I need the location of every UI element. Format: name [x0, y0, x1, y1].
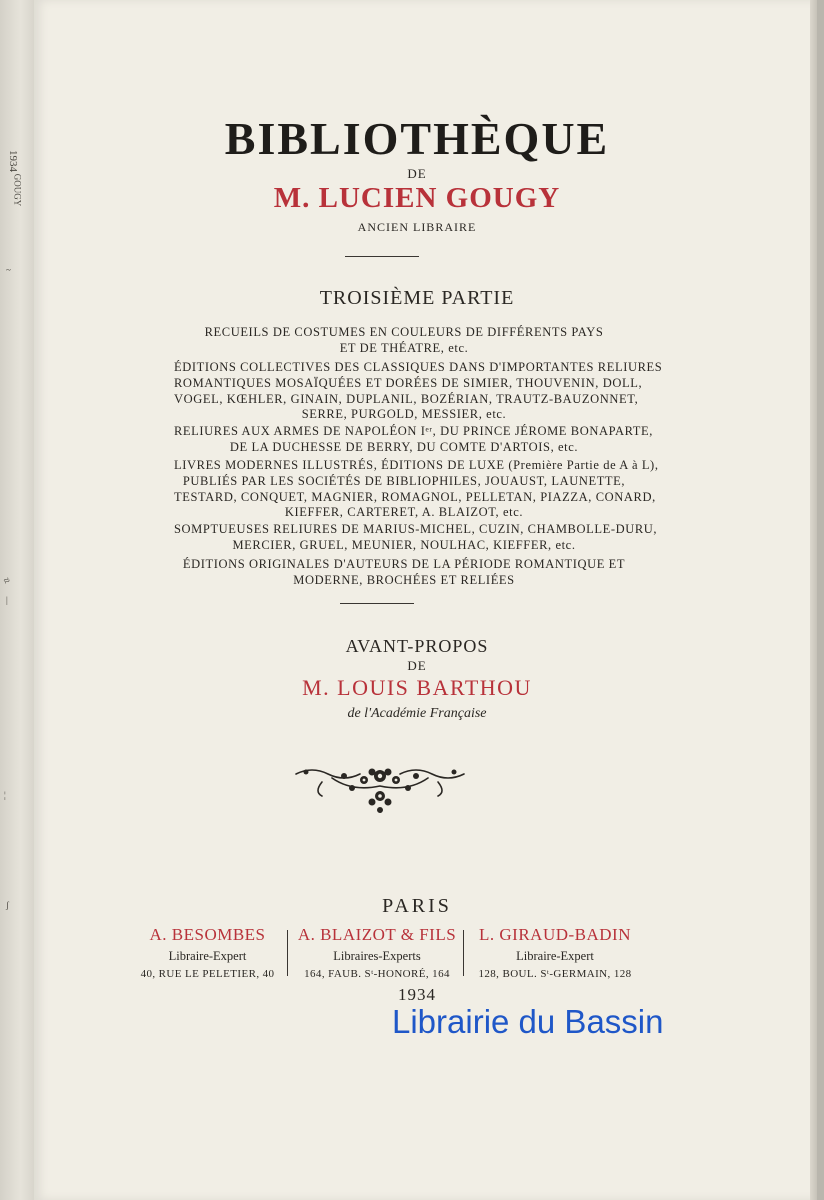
publisher-address: 164, FAUB. Sᵗ-HONORÉ, 164: [304, 968, 450, 980]
contents-line: KIEFFER, CARTERET, A. BLAIZOT, etc.: [284, 505, 524, 520]
page-edge: [810, 0, 817, 1200]
spine-scribble: ≈: [1, 574, 13, 588]
seller-watermark: Librairie du Bassin: [392, 1003, 664, 1040]
preposition-de: DE: [407, 166, 427, 181]
publisher-role: Libraire-Expert: [516, 949, 594, 963]
contents-line: MERCIER, GRUEL, MEUNIER, NOULHAC, KIEFFER, etc.: [232, 537, 576, 552]
publisher-name: L. GIRAUD-BADIN: [479, 925, 631, 944]
publisher-name: A. BLAIZOT & FILS: [297, 925, 457, 944]
part-heading: TROISIÈME PARTIE: [319, 287, 515, 309]
collection-owner: M. LUCIEN GOUGY: [273, 182, 561, 214]
contents-line: DE LA DUCHESSE DE BERRY, DU COMTE D'ARTOIS, etc.: [229, 439, 579, 454]
contents-line: SERRE, PURGOLD, MESSIER, etc.: [301, 407, 507, 422]
publisher-block: [290, 925, 464, 980]
divider-rule: [345, 256, 419, 257]
publisher-block: [466, 925, 644, 980]
imprint-city: PARIS: [382, 895, 452, 917]
contents-line: RECUEILS DE COSTUMES EN COULEURS DE DIFFÉRENTS PAYS: [204, 325, 604, 339]
publisher-block: [130, 925, 285, 980]
contents-line: ÉDITIONS COLLECTIVES DES CLASSIQUES DANS D'IMPORTANTES RELIURES: [174, 360, 663, 374]
contents-line: TESTARD, CONQUET, MAGNIER, ROMAGNOL, PELLETAN, PIAZZA, CONARD,: [174, 489, 656, 504]
contents-line: MODERNE, BROCHÉES ET RELIÉES: [293, 572, 515, 587]
contents-line: VOGEL, KŒHLER, GINAIN, DUPLANIL, BOZÉRIAN, TRAUTZ-BAUZONNET,: [174, 391, 639, 406]
publisher-address: 40, RUE LE PELETIER, 40: [140, 968, 275, 980]
author-affiliation: de l'Académie Française: [347, 706, 487, 721]
spine-scribble: ~: [6, 265, 11, 275]
publisher-name: A. BESOMBES: [149, 925, 266, 944]
spine-scribble: ʃ: [6, 900, 9, 910]
contents-block: [174, 360, 663, 423]
contents-block: [174, 522, 658, 554]
contents-line: SOMPTUEUSES RELIURES DE MARIUS-MICHEL, CUZIN, CHAMBOLLE-DURU,: [174, 522, 658, 536]
preposition-de: DE: [407, 658, 427, 673]
contents-line: PUBLIÉS PAR LES SOCIÉTÉS DE BIBLIOPHILES, JOUAUST, LAUNETTE,: [182, 473, 626, 488]
publication-year: 1934: [398, 985, 436, 1004]
contents-line: ROMANTIQUES MOSAÏQUÉES ET DORÉES DE SIMIER, THOUVENIN, DOLL,: [174, 375, 643, 390]
publisher-role: Libraires-Experts: [333, 949, 421, 963]
foreword-heading: AVANT-PROPOS: [345, 636, 489, 656]
contents-block: [174, 325, 634, 357]
column-separator: [463, 930, 464, 976]
column-separator: [287, 930, 288, 976]
contents-block: [174, 424, 653, 456]
contents-block: [174, 557, 634, 589]
contents-line: LIVRES MODERNES ILLUSTRÉS, ÉDITIONS DE LUXE (Première Partie de A à L),: [174, 458, 659, 472]
spine-name-mark: GOUGY: [12, 173, 23, 207]
publisher-role: Libraire-Expert: [168, 949, 247, 963]
page-title: BIBLIOTHÈQUE: [224, 113, 610, 164]
publisher-address: 128, BOUL. Sᵗ-GERMAIN, 128: [478, 968, 632, 980]
book-spine-edge: [0, 0, 35, 1200]
divider-rule: [340, 603, 414, 604]
spine-scribble: |: [6, 595, 8, 605]
spine-year-mark: 1934: [7, 150, 19, 172]
spine-scribble: ¦: [4, 790, 6, 800]
contents-line: RELIURES AUX ARMES DE NAPOLÉON Iᵉʳ, DU PRINCE JÉROME BONAPARTE,: [174, 424, 653, 438]
floral-ornament-icon: [292, 762, 468, 818]
contents-line: ÉDITIONS ORIGINALES D'AUTEURS DE LA PÉRIODE ROMANTIQUE ET: [182, 557, 626, 571]
contents-block: [174, 458, 659, 521]
owner-role: ANCIEN LIBRAIRE: [357, 220, 477, 234]
contents-line: ET DE THÉATRE, etc.: [339, 340, 469, 355]
foreword-author: M. LOUIS BARTHOU: [302, 675, 532, 700]
